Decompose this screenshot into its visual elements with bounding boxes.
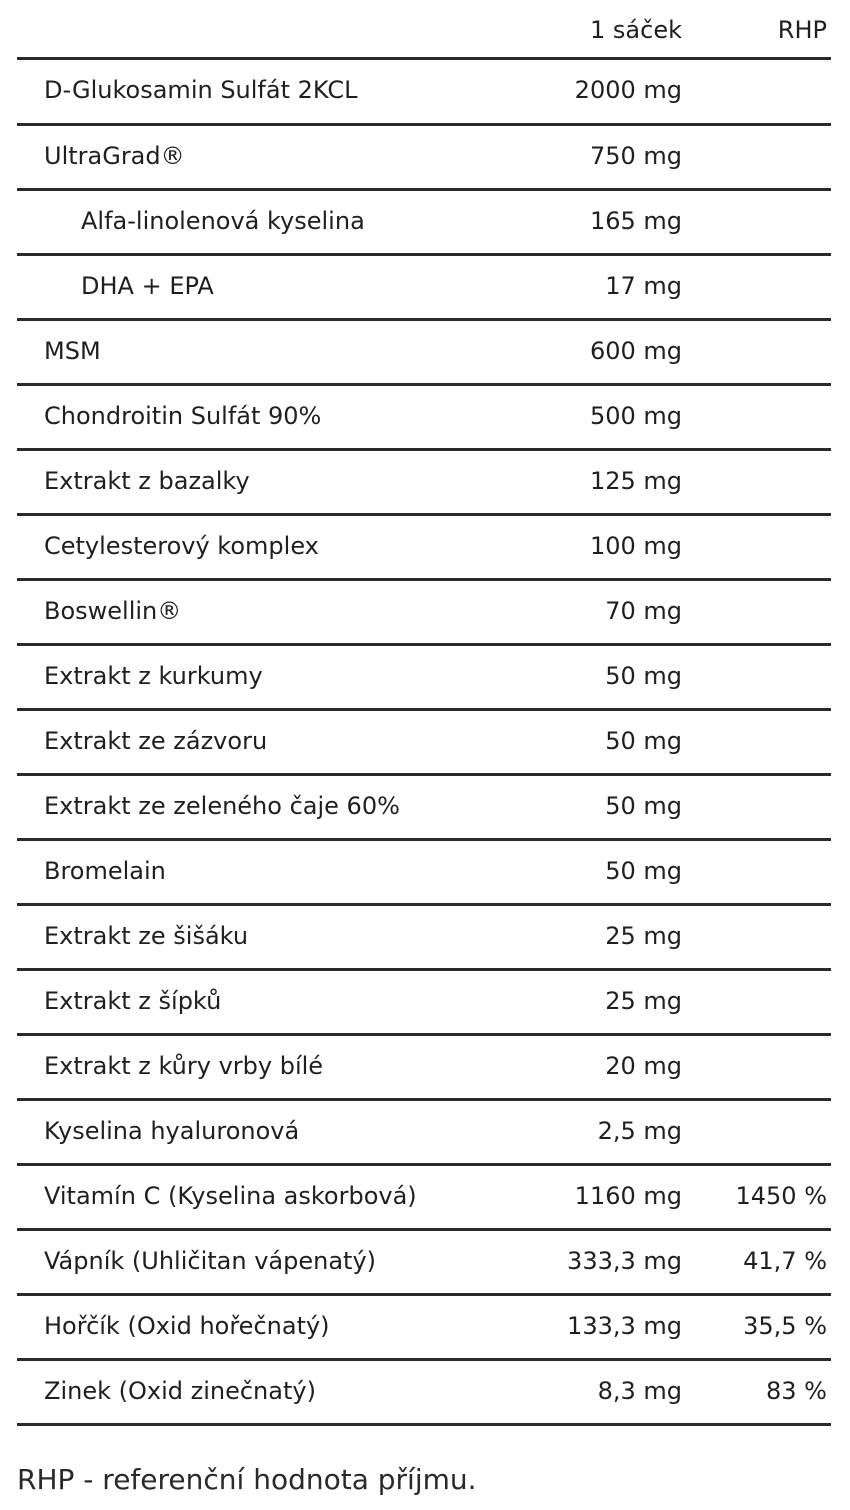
table-row (17, 256, 831, 321)
ingredient-name: Vápník (Uhličitan vápenatý) (44, 1246, 377, 1275)
table-row (17, 1101, 831, 1166)
table-row (17, 386, 831, 451)
ingredient-name: Extrakt z šípků (44, 986, 222, 1015)
table-row (17, 971, 831, 1036)
ingredient-amount: 2,5 mg (597, 1116, 682, 1145)
ingredient-amount: 50 mg (605, 661, 682, 690)
table-row (17, 1231, 831, 1296)
ingredient-amount: 8,3 mg (597, 1376, 682, 1405)
ingredient-name: Bromelain (44, 856, 166, 885)
header-amount: 1 sáček (590, 16, 682, 44)
ingredient-rhp: 41,7 % (743, 1246, 827, 1275)
ingredient-amount: 25 mg (605, 986, 682, 1015)
ingredient-name: Extrakt z kůry vrby bílé (44, 1051, 324, 1080)
ingredient-amount: 600 mg (589, 336, 682, 365)
ingredient-name: Extrakt z kurkumy (44, 661, 263, 690)
table-body (17, 60, 831, 1426)
ingredient-rhp: 83 % (766, 1376, 827, 1405)
table-row (17, 126, 831, 191)
table-row (17, 1361, 831, 1426)
ingredient-name: Vitamín C (Kyselina askorbová) (44, 1181, 417, 1210)
table-row (17, 321, 831, 386)
ingredient-rhp: 35,5 % (743, 1311, 827, 1340)
table-row (17, 841, 831, 906)
table-row (17, 906, 831, 971)
table-header (17, 0, 831, 60)
nutrition-table (17, 0, 831, 1426)
table-row (17, 1296, 831, 1361)
ingredient-name: Extrakt z bazalky (44, 466, 250, 495)
table-row (17, 60, 831, 126)
ingredient-amount: 750 mg (589, 141, 682, 170)
table-row (17, 581, 831, 646)
ingredient-amount: 500 mg (589, 401, 682, 430)
ingredient-amount: 125 mg (589, 466, 682, 495)
ingredient-name: Extrakt ze šišáku (44, 921, 249, 950)
ingredient-amount: 70 mg (605, 596, 682, 625)
table-row (17, 451, 831, 516)
ingredient-name: Extrakt ze zeleného čaje 60% (44, 791, 400, 820)
table-row (17, 191, 831, 256)
ingredient-name: Cetylesterový komplex (44, 531, 319, 560)
ingredient-name: MSM (44, 336, 101, 365)
ingredient-name: Hořčík (Oxid hořečnatý) (44, 1311, 330, 1340)
ingredient-name: Kyselina hyaluronová (44, 1116, 300, 1145)
ingredient-name: Boswellin® (44, 596, 182, 625)
ingredient-name: Alfa-linolenová kyselina (81, 206, 365, 235)
ingredient-name: Extrakt ze zázvoru (44, 726, 268, 755)
table-row (17, 1036, 831, 1101)
ingredient-amount: 50 mg (605, 856, 682, 885)
ingredient-name: D-Glukosamin Sulfát 2KCL (44, 76, 358, 104)
ingredient-amount: 1160 mg (574, 1181, 682, 1210)
ingredient-amount: 25 mg (605, 921, 682, 950)
table-row (17, 516, 831, 581)
ingredient-amount: 50 mg (605, 791, 682, 820)
ingredient-amount: 100 mg (589, 531, 682, 560)
header-rhp: RHP (777, 16, 827, 44)
ingredient-amount: 165 mg (589, 206, 682, 235)
table-row (17, 776, 831, 841)
table-row (17, 646, 831, 711)
ingredient-name: Chondroitin Sulfát 90% (44, 401, 322, 430)
ingredient-name: UltraGrad® (44, 141, 185, 170)
ingredient-name: DHA + EPA (81, 271, 214, 300)
table-row (17, 711, 831, 776)
ingredient-rhp: 1450 % (735, 1181, 827, 1210)
footnote: RHP - referenční hodnota příjmu. (17, 1463, 477, 1496)
ingredient-amount: 50 mg (605, 726, 682, 755)
table-row (17, 1166, 831, 1231)
ingredient-name: Zinek (Oxid zinečnatý) (44, 1376, 316, 1405)
ingredient-amount: 133,3 mg (567, 1311, 682, 1340)
ingredient-amount: 17 mg (605, 271, 682, 300)
ingredient-amount: 333,3 mg (567, 1246, 682, 1275)
ingredient-amount: 20 mg (605, 1051, 682, 1080)
ingredient-amount: 2000 mg (574, 76, 682, 104)
